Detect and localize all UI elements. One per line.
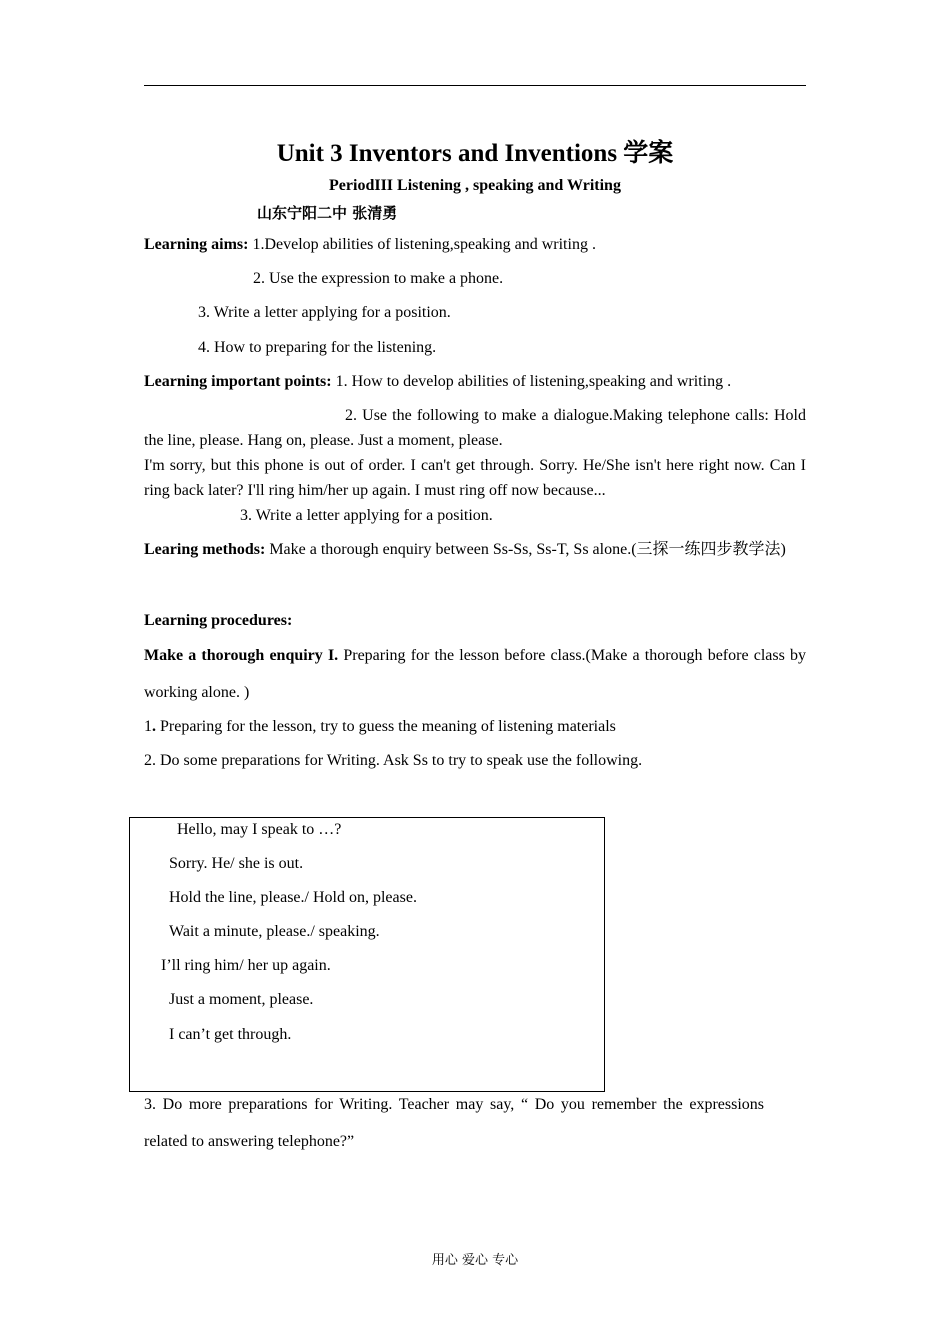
document-subtitle: PeriodIII Listening , speaking and Writing <box>329 177 621 194</box>
points-item-2: 2. Use the following to make a dialogue.Making telephone calls: Hold the line, please. Hang on, please. Just a moment, please. <box>144 407 806 449</box>
aims-item-2: 2. Use the expression to make a phone. <box>253 270 504 287</box>
phrase-line: Wait a minute, please./ speaking. <box>169 923 380 940</box>
step-1-dot: . <box>152 718 156 735</box>
enquiry-text: Preparing for the lesson before class.(Make a thorough before class by working alone. ) <box>144 647 806 701</box>
phrase-line: Sorry. He/ she is out. <box>169 855 304 872</box>
step-3: 3. Do more preparations for Writing. Teacher may say, “ Do you remember the expressions related to answering telephone?” <box>144 1096 764 1150</box>
step-2: 2. Do some preparations for Writing. Ask Ss to try to speak use the following. <box>144 752 643 769</box>
enquiry-label: Make a thorough enquiry I. <box>144 647 339 664</box>
aims-item-4: 4. How to preparing for the listening. <box>198 339 437 356</box>
aims-line-1 <box>144 236 596 254</box>
phrase-line: I can’t get through. <box>169 1026 292 1043</box>
document-title: Unit 3 Inventors and Inventions 学案 <box>276 140 674 167</box>
aims-item-1: 1.Develop abilities of listening,speaking and writing . <box>248 236 596 253</box>
aims-item-3: 3. Write a letter applying for a position. <box>198 304 451 321</box>
methods-paragraph <box>144 531 806 568</box>
points-item-3: 3. Write a letter applying for a position. <box>240 507 493 524</box>
procedures-heading: Learning procedures: <box>144 612 293 629</box>
points-label: Learning important points: <box>144 373 332 390</box>
aims-label: Learning aims: <box>144 236 249 253</box>
phrase-line: Hold the line, please./ Hold on, please. <box>169 889 417 906</box>
points-line-1 <box>144 373 731 391</box>
header-rule <box>144 85 806 86</box>
step-1 <box>144 718 616 736</box>
page-footer: 用心 爱心 专心 <box>431 1253 519 1268</box>
methods-text: Make a thorough enquiry between Ss-Ss, Ss-T, Ss alone.(三探一练四步教学法) <box>265 541 786 558</box>
points-item-1: 1. How to develop abilities of listening,speaking and writing . <box>331 373 732 390</box>
phrase-line: I’ll ring him/ her up again. <box>161 957 331 974</box>
step-1-number: 1 <box>144 718 152 735</box>
phrase-line: Hello, may I speak to …? <box>177 821 342 838</box>
enquiry-paragraph <box>144 637 806 711</box>
methods-label: Learing methods: <box>144 541 266 558</box>
step-1-text: Preparing for the lesson, try to guess the meaning of listening materials <box>156 718 616 735</box>
phrase-line: Just a moment, please. <box>169 991 314 1008</box>
points-item-2b: I'm sorry, but this phone is out of order. I can't get through. Sorry. He/She isn't here right now. Can I ring back later? I'll ring him/her up again. I must ring off now because... <box>144 457 806 499</box>
author-line: 山东宁阳二中 张清勇 <box>257 204 398 222</box>
